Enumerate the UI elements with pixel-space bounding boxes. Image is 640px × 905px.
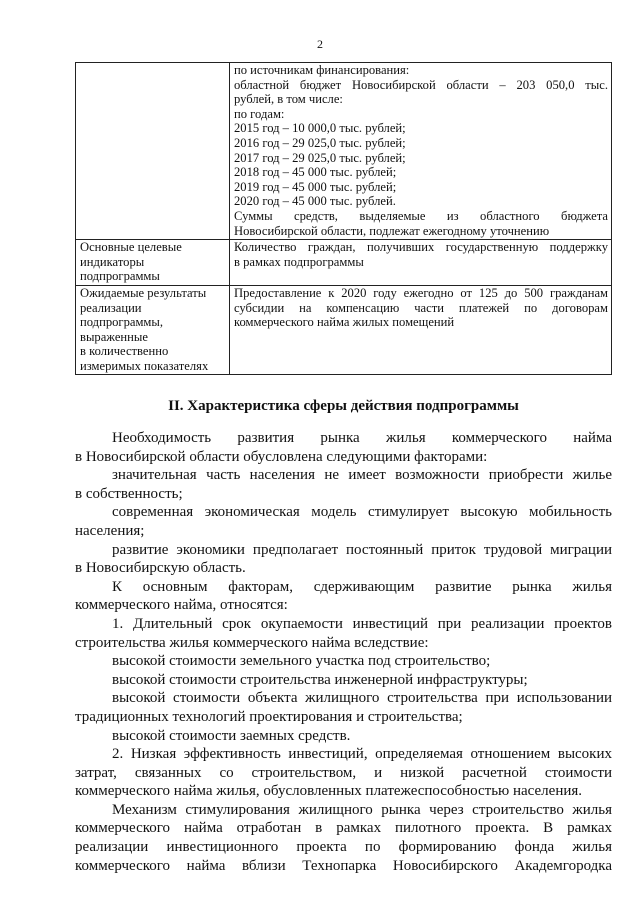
body-text <box>75 429 612 875</box>
paragraph-line: коммерческого найма жилья, обусловленных платежеспособностью населения. <box>75 783 583 800</box>
cell-line: по источникам финансирования: <box>234 63 410 77</box>
cell-line: по годам: <box>234 106 285 121</box>
paragraph-line: высокой стоимости земельного участка под строительство; <box>112 653 491 670</box>
cell-line: реализации <box>80 300 142 315</box>
paragraph-line: современная экономическая модель стимулирует высокую мобильность <box>112 504 612 521</box>
paragraph-line: строительства жилья коммерческого найма вследствие: <box>75 634 429 651</box>
cell-line: Новосибирской области, подлежат ежегодному уточнению <box>234 223 550 238</box>
paragraph-line: традиционных технологий проектирования и строительства; <box>75 708 463 725</box>
paragraph-line: 2. Низкая эффективность инвестиций, определяемая отношением высоких <box>112 746 612 763</box>
cell-line: областной бюджет Новосибирской области – 203 050,0 тыс. <box>234 77 608 92</box>
cell-line: Основные целевые <box>80 240 182 255</box>
paragraph-line: Механизм стимулирования жилищного рынка через строительство жилья <box>112 801 612 818</box>
paragraph-line: значительная часть населения не имеет возможности приобрести жилье <box>112 467 612 484</box>
table-cell-label <box>76 240 230 286</box>
paragraph-line: высокой стоимости заемных средств. <box>112 727 351 744</box>
paragraph-line: в Новосибирскую область. <box>75 560 246 577</box>
cell-line: измеримых показателях <box>80 358 209 373</box>
paragraph-line: высокой стоимости строительства инженерной инфраструктуры; <box>112 671 528 688</box>
cell-line: Ожидаемые результаты <box>80 285 207 300</box>
cell-line: 2018 год – 45 000 тыс. рублей; <box>234 165 397 180</box>
cell-line: субсидии на компенсацию части платежей по договорам <box>234 300 608 315</box>
cell-line: выраженные <box>80 329 148 344</box>
cell-line: 2017 год – 29 025,0 тыс. рублей; <box>234 150 406 165</box>
page-number: 2 <box>317 37 323 51</box>
paragraph-line: коммерческого найма вблизи Технопарка Новосибирского Академгородка <box>75 857 612 874</box>
cell-line: рублей, в том числе: <box>234 92 343 107</box>
table-row <box>76 240 612 286</box>
table-cell-financing <box>230 63 612 240</box>
section-title: II. Характеристика сферы действия подпрограммы <box>168 398 519 414</box>
cell-line: в рамках подпрограммы <box>234 254 364 269</box>
paragraph-line: коммерческого найма, относятся: <box>75 597 288 614</box>
paragraph-line: затрат, связанных со строительством, и низкой расчетной стоимости <box>75 764 612 781</box>
table-cell-label <box>76 285 230 375</box>
cell-line: 2020 год – 45 000 тыс. рублей. <box>234 194 396 209</box>
paragraph-line: в собственность; <box>75 485 183 502</box>
cell-line: 2015 год – 10 000,0 тыс. рублей; <box>234 121 406 136</box>
cell-line: 2019 год – 45 000 тыс. рублей; <box>234 179 397 194</box>
table-row <box>76 63 612 240</box>
cell-line: Предоставление к 2020 году ежегодно от 125 до 500 гражданам <box>234 285 608 300</box>
cell-line: индикаторы <box>80 254 145 269</box>
cell-line: Суммы средств, выделяемые из областного бюджета <box>234 208 608 223</box>
cell-line: подпрограммы <box>80 269 160 284</box>
paragraph-line: развитие экономики предполагает постоянный приток трудовой миграции <box>112 541 612 558</box>
paragraph-line: Необходимость развития рынка жилья коммерческого найма <box>112 430 612 446</box>
cell-line: в количественно <box>80 344 169 359</box>
paragraph-line: 1. Длительный срок окупаемости инвестиций при реализации проектов <box>112 615 612 632</box>
table-cell-label <box>76 63 230 240</box>
subprogram-passport-table <box>75 62 612 375</box>
paragraph-line: К основным факторам, сдерживающим развитие рынка жилья <box>112 578 612 595</box>
paragraph-line: в Новосибирской области обусловлена следующими факторами: <box>75 448 488 465</box>
cell-line: коммерческого найма жилых помещений <box>234 315 455 330</box>
paragraph-line: населения; <box>75 522 145 539</box>
paragraph-line: высокой стоимости объекта жилищного строительства при использовании <box>112 690 612 707</box>
table-cell-value <box>230 240 612 286</box>
paragraph-line: реализации инвестиционного проекта по формированию фонда жилья <box>75 839 612 856</box>
paragraph-line: коммерческого найма отработан в рамках пилотного проекта. В рамках <box>75 820 612 837</box>
cell-line: подпрограммы, <box>80 315 164 330</box>
cell-line: 2016 год – 29 025,0 тыс. рублей; <box>234 135 406 150</box>
cell-line: Количество граждан, получивших государственную поддержку <box>234 240 608 255</box>
table-row <box>76 285 612 375</box>
table-cell-value <box>230 285 612 375</box>
